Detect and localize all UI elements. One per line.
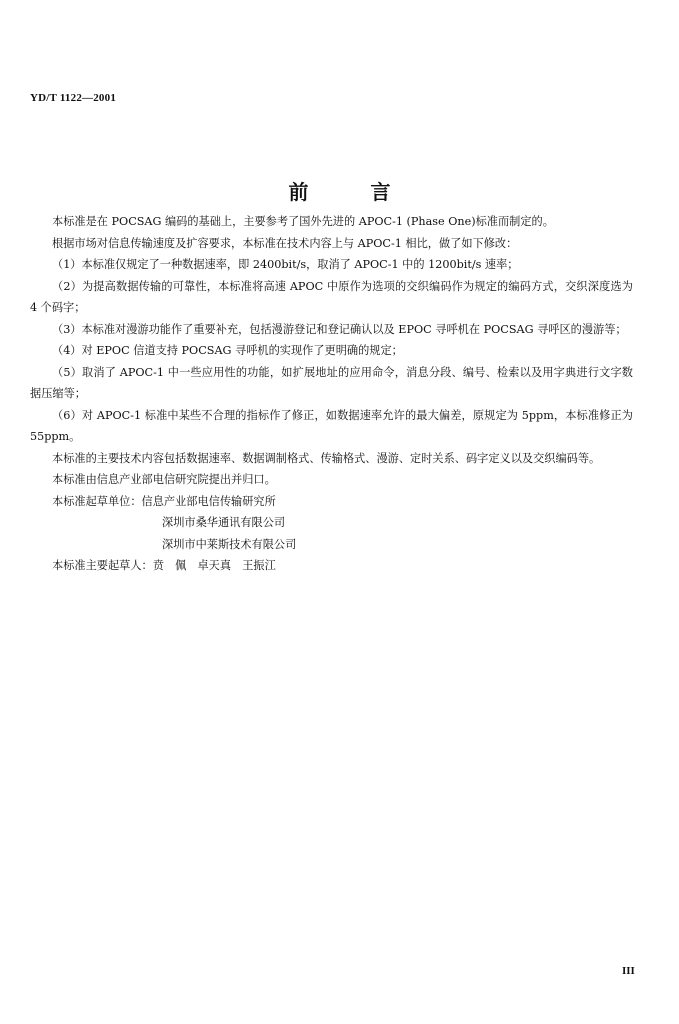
standard-code: YD/T 1122—2001	[30, 92, 117, 104]
modification-item-4: （4）对 EPOC 信道支持 POCSAG 寻呼机的实现作了更明确的规定；	[52, 344, 403, 357]
page-number: III	[622, 965, 635, 977]
page-title	[0, 176, 679, 205]
modification-item-2: （2）为提高数据传输的可靠性，本标准将高速 APOC 中原作为选项的交织编码作为规定的编码方式，交织深度选为 4 个码字；	[30, 279, 633, 314]
paragraph-main-content: 本标准的主要技术内容包括数据速率、数据调制格式、传输格式、漫游、定时关系、码字定义以及交织编码等。	[52, 451, 601, 465]
modification-item-5: （5）取消了 APOC-1 中一些应用性的功能，如扩展地址的应用命令，消息分段、编号、检索以及用字典进行文字数据压缩等；	[30, 365, 633, 400]
title-char-1: 前	[288, 180, 309, 204]
paragraph-modifications: 根据市场对信息传输速度及扩容要求，本标准在技术内容上与 APOC-1 相比，做了如下修改：	[52, 236, 518, 250]
drafting-unit-3: 深圳市中莱斯技术有限公司	[162, 537, 297, 551]
drafting-unit-row	[30, 491, 633, 513]
drafters-label: 本标准主要起草人：	[52, 559, 153, 572]
title-char-2: 言	[370, 180, 391, 204]
modification-item-1: （1）本标准仅规定了一种数据速率，即 2400bit/s，取消了 APOC-1 中的 1200bit/s 速率；	[52, 258, 519, 271]
paragraph-intro: 本标准是在 POCSAG 编码的基础上，主要参考了国外先进的 APOC-1 (Phase One)标准而制定的。	[52, 215, 554, 228]
drafting-unit-1: 信息产业部电信传输研究所	[141, 494, 276, 508]
modification-item-6: （6）对 APOC-1 标准中某些不合理的指标作了修正，如数据速率允许的最大偏差，原规定为 5ppm，本标准修正为 55ppm。	[30, 408, 633, 443]
drafting-unit-label: 本标准起草单位：	[52, 494, 142, 508]
drafters-row	[30, 555, 633, 577]
modification-item-3: （3）本标准对漫游功能作了重要补充，包括漫游登记和登记确认以及 EPOC 寻呼机在 POCSAG 寻呼区的漫游等；	[52, 322, 627, 336]
paragraph-proposer: 本标准由信息产业部电信研究院提出并归口。	[52, 473, 276, 486]
foreword-body	[30, 211, 633, 577]
drafting-unit-2: 深圳市桑华通讯有限公司	[162, 516, 286, 529]
drafters-names: 贲 佩 卓天真 王振江	[152, 559, 276, 572]
